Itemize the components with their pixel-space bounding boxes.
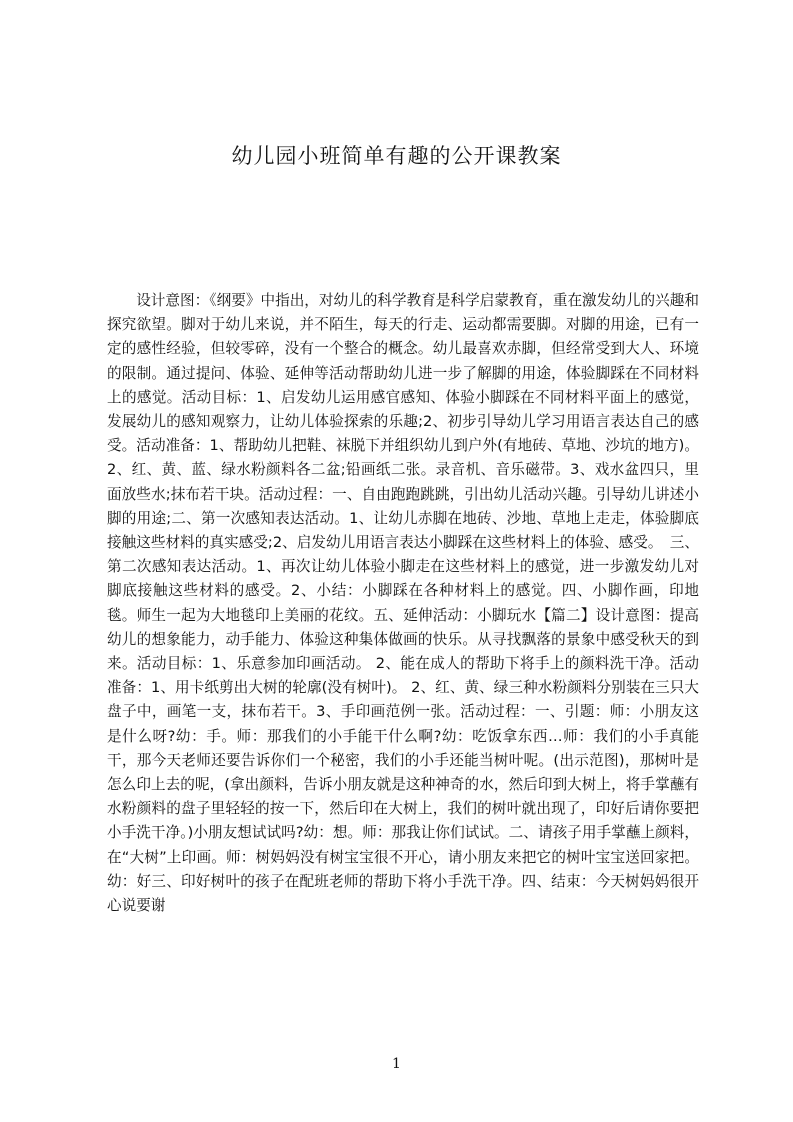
document-title: 幼儿园小班简单有趣的公开课教案	[231, 144, 562, 168]
body-paragraph: 设计意图：《纲要》中指出，对幼儿的科学教育是科学启蒙教育，重在激发幼儿的兴趣和探究欲望。脚对于幼儿来说，并不陌生，每天的行走、运动都需要脚。对脚的用途，已有一定的感性经验，但较零碎，没有一个整合的概念。幼儿最喜欢赤脚，但经常受到大人、环境的限制。通过提问、体验、延伸等活动帮助幼儿进一步了解脚的用途，体验脚踩在不同材料上的感觉。活动目标：1、启发幼儿运用感官感知、体验小脚踩在不同材料平面上的感觉，发展幼儿的感知观察力，让幼儿体验探索的乐趣;2、初步引导幼儿学习用语言表达自己的感受。活动准备：1、帮助幼儿把鞋、袜脱下并组织幼儿到户外(有地砖、草地、沙坑的地方)。2、红、黄、蓝、绿水粉颜料各二盆;铅画纸二张。录音机、音乐磁带。3、戏水盆四只，里面放些水;抹布若干块。活动过程：一、自由跑跑跳跳，引出幼儿活动兴趣。引导幼儿讲述小脚的用途;二、第一次感知表达活动。1、让幼儿赤脚在地砖、沙地、草地上走走，体验脚底接触这些材料的真实感受;2、启发幼儿用语言表达小脚踩在这些材料上的体验、感受。 三、第二次感知表达活动。1、再次让幼儿体验小脚走在这些材料上的感觉，进一步激发幼儿对脚底接触这些材料的感受。2、小结：小脚踩在各种材料上的感觉。四、小脚作画，印地毯。师生一起为大地毯印上美丽的花纹。五、延伸活动：小脚玩水【篇二】设计意图：提高幼儿的想象能力，动手能力、体验这种集体做画的快乐。从寻找飘落的景象中感受秋天的到来。活动目标：1、乐意参加印画活动。 2、能在成人的帮助下将手上的颜料洗干净。活动准备：1、用卡纸剪出大树的轮廓(没有树叶)。 2、红、黄、绿三种水粉颜料分别装在三只大盘子中，画笔一支，抹布若干。3、手印画范例一张。活动过程：一、引题：师：小朋友这是什么呀?幼：手。师：那我们的小手能干什么啊?幼：吃饭拿东西…师：我们的小手真能干，那今天老师还要告诉你们一个秘密，我们的小手还能当树叶呢。(出示范图)，那树叶是怎么印上去的呢，(拿出颜料，告诉小朋友就是这种神奇的水，然后印到大树上，将手掌蘸有水粉颜料的盘子里轻轻的按一下，然后印在大树上，我们的树叶就出现了，印好后请你要把小手洗干净。)小朋友想试试吗?幼：想。师：那我让你们试试。二、请孩子用手掌蘸上颜料，在“大树”上印画。师：树妈妈没有树宝宝很不开心，请小朋友来把它的树叶宝宝送回家把。幼：好三、印好树叶的孩子在配班老师的帮助下将小手洗干净。四、结束：今天树妈妈很开心说要谢	[107, 292, 699, 915]
page-number: 1	[392, 1056, 401, 1072]
